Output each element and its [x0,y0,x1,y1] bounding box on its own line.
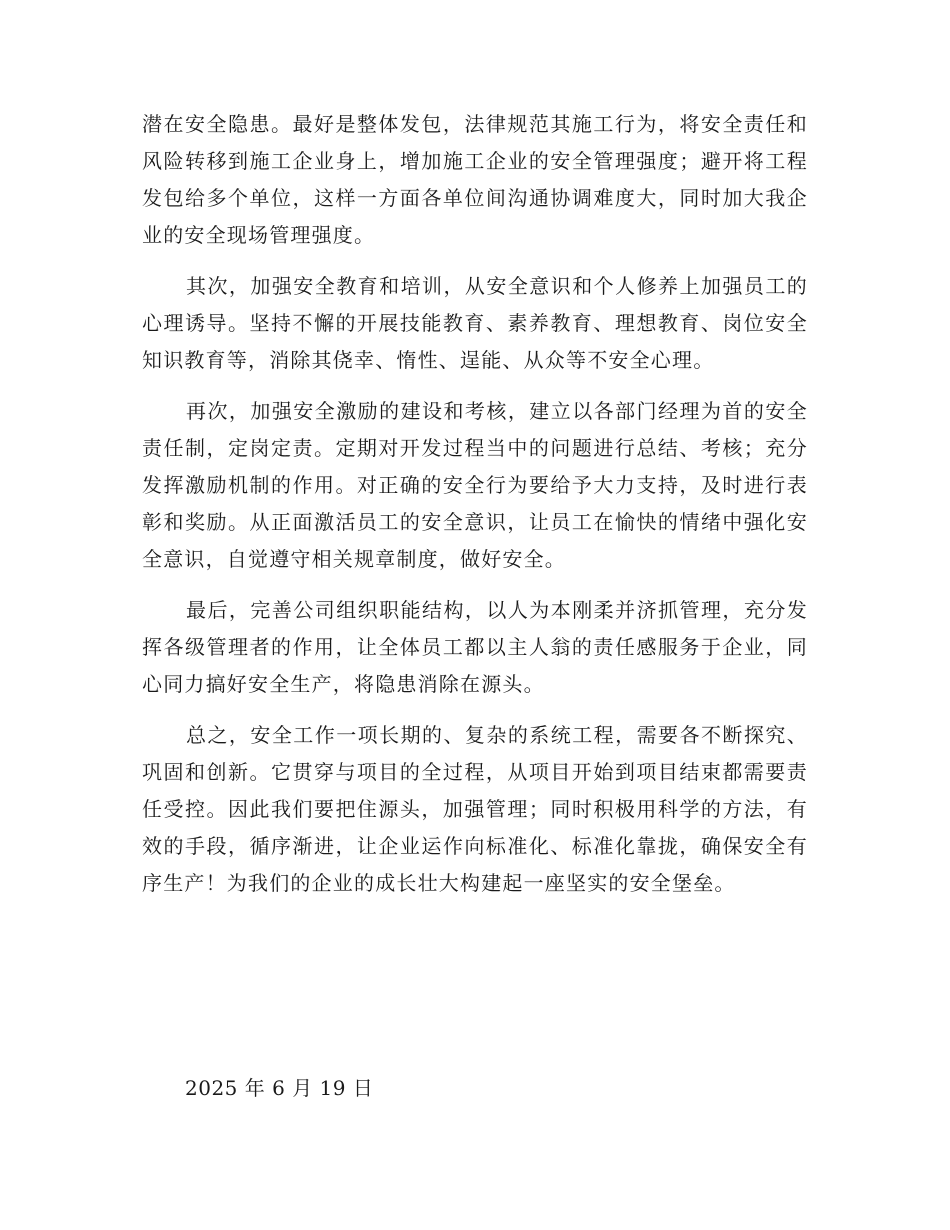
paragraph-4: 最后，完善公司组织职能结构，以人为本刚柔并济抓管理，充分发挥各级管理者的作用，让全体员工都以主人翁的责任感服务于企业，同心同力搞好安全生产，将隐患消除在源头。 [142,598,808,696]
paragraph-5: 总之，安全工作一项长期的、复杂的系统工程，需要各不断探究、巩固和创新。它贯穿与项目的全过程，从项目开始到项目结束都需要责任受控。因此我们要把住源头，加强管理；同时积极用科学的方法，有效的手段，循序渐进，让企业运作向标准化、标准化靠拢，确保安全有序生产！为我们的企业的成长壮大构建起一座坚实的安全堡垒。 [142,723,808,895]
paragraph-3: 再次，加强安全激励的建设和考核，建立以各部门经理为首的安全责任制，定岗定责。定期对开发过程当中的问题进行总结、考核；充分发挥激励机制的作用。对正确的安全行为要给予大力支持，及时进行表彰和奖励。从正面激活员工的安全意识，让员工在愉快的情绪中强化安全意识，自觉遵守相关规章制度，做好安全。 [142,399,808,571]
document-body [142,106,808,916]
paragraph-1: 潜在安全隐患。最好是整体发包，法律规范其施工行为，将安全责任和风险转移到施工企业身上，增加施工企业的安全管理强度；避开将工程发包给多个单位，这样一方面各单位间沟通协调难度大，同时加大我企业的安全现场管理强度。 [142,112,808,247]
paragraph-2: 其次，加强安全教育和培训，从安全意识和个人修养上加强员工的心理诱导。坚持不懈的开展技能教育、素养教育、理想教育、岗位安全知识教育等，消除其侥幸、惰性、逞能、从众等不安全心理。 [142,274,808,372]
document-date: 2025 年 6 月 19 日 [185,1076,374,1100]
